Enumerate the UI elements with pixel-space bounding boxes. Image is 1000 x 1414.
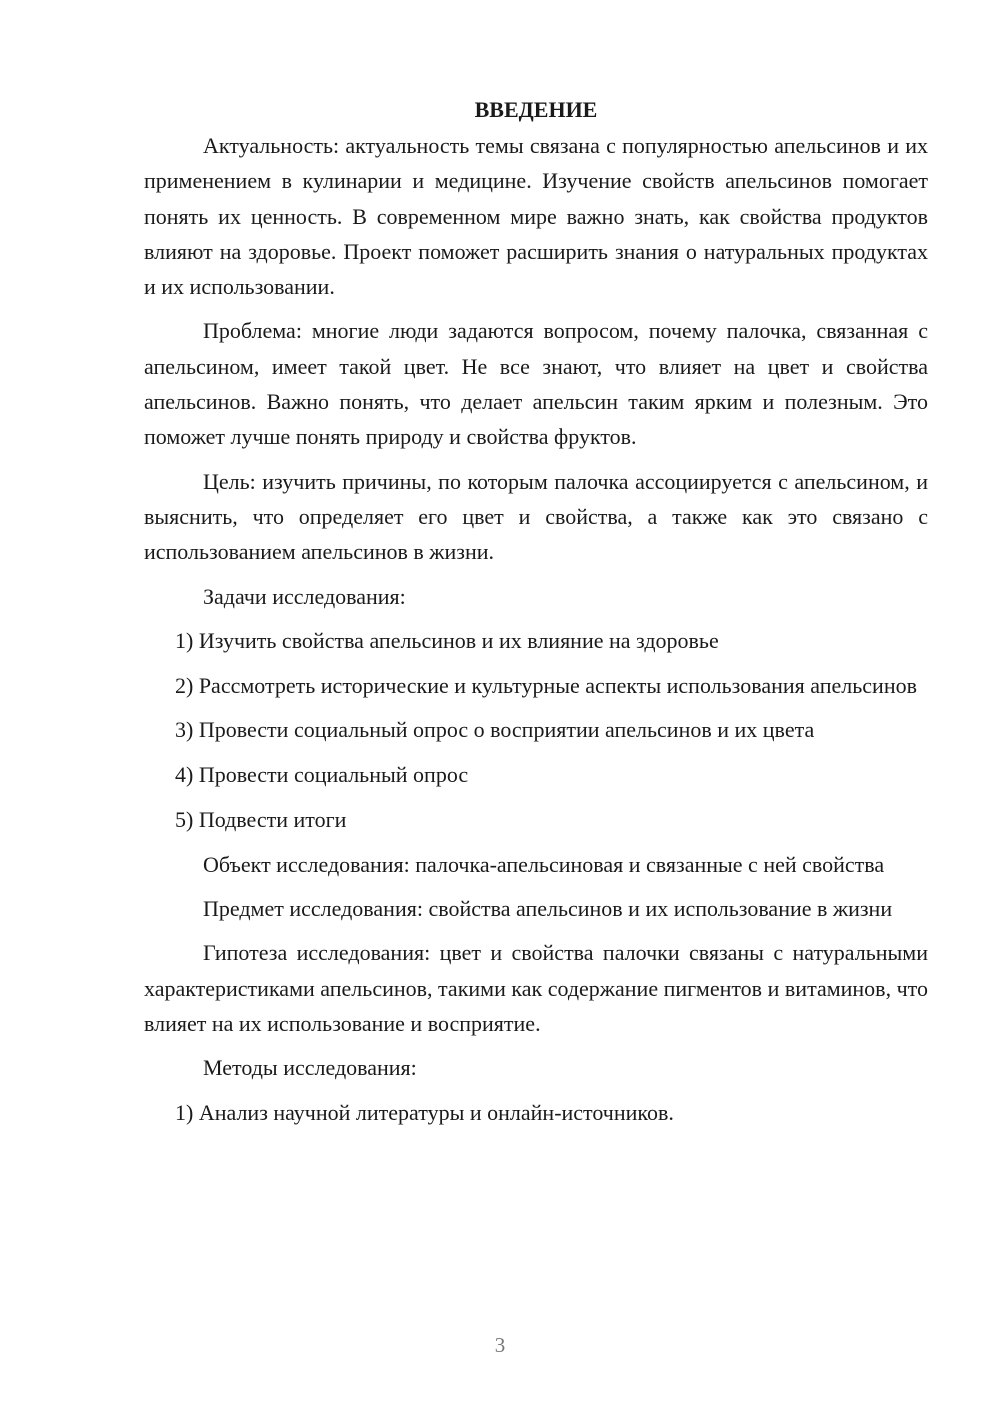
method-item-1: 1) Анализ научной литературы и онлайн-источников. — [175, 1099, 674, 1125]
task-item-5: 5) Подвести итоги — [175, 807, 347, 833]
paragraph-hypothesis: Гипотеза исследования: цвет и свойства палочки связаны с натуральными характеристиками апельсинов, такими как содержание пигментов и витаминов, что влияет на их использование и восприятие. — [144, 940, 928, 1037]
task-item-4: 4) Провести социальный опрос — [175, 762, 469, 788]
section-heading: ВВЕДЕНИЕ — [474, 97, 598, 122]
paragraph-object: Объект исследования: палочка-апельсиновая и связанные с ней свойства — [203, 851, 885, 877]
paragraph-relevance: Актуальность: актуальность темы связана с популярностью апельсинов и их применением в кулинарии и медицине. Изучение свойств апельсинов помогает понять их ценность. В современном мире важно знать, как свойства продуктов влияют на здоровье. Проект поможет расширить знания о натуральных продуктах и их использовании. — [144, 133, 928, 300]
document-page — [144, 92, 928, 1139]
task-item-2: 2) Рассмотреть исторические и культурные аспекты использования апельсинов — [175, 672, 917, 698]
paragraph-goal: Цель: изучить причины, по которым палочка ассоциируется с апельсином, и выяснить, что определяет его цвет и свойства, а также как это связано с использованием апельсинов в жизни. — [144, 468, 928, 565]
methods-title: Методы исследования: — [203, 1055, 417, 1081]
tasks-title: Задачи исследования: — [203, 583, 406, 609]
page-number: 3 — [494, 1333, 506, 1357]
task-item-3: 3) Провести социальный опрос о восприятии апельсинов и их цвета — [175, 717, 815, 743]
paragraph-subject: Предмет исследования: свойства апельсинов и их использование в жизни — [203, 896, 893, 922]
task-item-1: 1) Изучить свойства апельсинов и их влияние на здоровье — [175, 627, 719, 653]
paragraph-problem: Проблема: многие люди задаются вопросом, почему палочка, связанная с апельсином, имеет такой цвет. Не все знают, что влияет на цвет и свойства апельсинов. Важно понять, что делает апельсин таким ярким и полезным. Это поможет лучше понять природу и свойства фруктов. — [144, 318, 928, 450]
